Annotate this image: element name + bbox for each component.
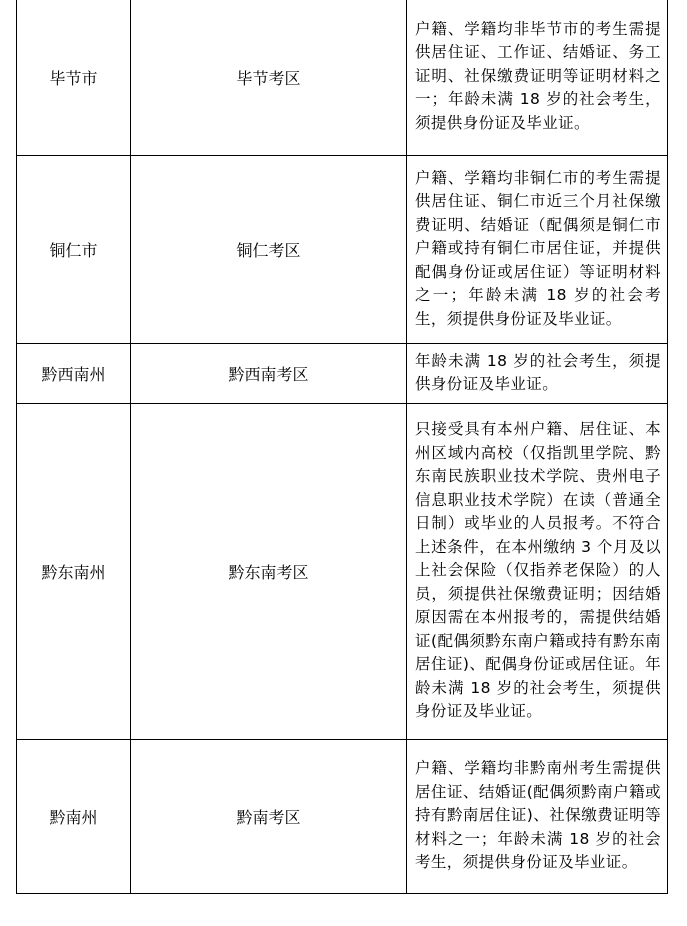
city-cell: 毕节市: [17, 0, 131, 156]
exam-area-cell: 铜仁考区: [131, 156, 407, 344]
table-row: [17, 740, 668, 894]
requirement-cell: 户籍、学籍均非铜仁市的考生需提供居住证、铜仁市近三个月社保缴费证明、结婚证（配偶须是铜仁市户籍或持有铜仁市居住证，并提供配偶身份证或居住证）等证明材料之一；年龄未满 18 岁的社会考生，须提供身份证及毕业证。: [407, 156, 668, 344]
requirement-cell: 户籍、学籍均非毕节市的考生需提供居住证、工作证、结婚证、务工证明、社保缴费证明等证明材料之一；年龄未满 18 岁的社会考生，须提供身份证及毕业证。: [407, 0, 668, 156]
requirement-cell: 只接受具有本州户籍、居住证、本州区域内高校（仅指凯里学院、黔东南民族职业技术学院、贵州电子信息职业技术学院）在读（普通全日制）或毕业的人员报考。不符合上述条件，在本州缴纳 3 个月及以上社会保险（仅指养老保险）的人员，须提供社保缴费证明；因结婚原因需在本州报考的，需提供结婚证(配偶须黔东南户籍或持有黔东南居住证)、配偶身份证或居住证。年龄未满 18 岁的社会考生，须提供身份证及毕业证。: [407, 404, 668, 740]
table-row: [17, 0, 668, 156]
exam-area-cell: 黔东南考区: [131, 404, 407, 740]
requirement-cell: 年龄未满 18 岁的社会考生，须提供身份证及毕业证。: [407, 344, 668, 404]
exam-area-cell: 黔南考区: [131, 740, 407, 894]
table-row: [17, 344, 668, 404]
exam-area-cell: 黔西南考区: [131, 344, 407, 404]
city-cell: 黔西南州: [17, 344, 131, 404]
table-row: [17, 404, 668, 740]
exam-area-cell: 毕节考区: [131, 0, 407, 156]
requirement-cell: 户籍、学籍均非黔南州考生需提供居住证、结婚证(配偶须黔南户籍或持有黔南居住证)、社保缴费证明等材料之一；年龄未满 18 岁的社会考生，须提供身份证及毕业证。: [407, 740, 668, 894]
table-row: [17, 156, 668, 344]
city-cell: 铜仁市: [17, 156, 131, 344]
city-cell: 黔南州: [17, 740, 131, 894]
city-cell: 黔东南州: [17, 404, 131, 740]
exam-region-table: [16, 0, 668, 894]
